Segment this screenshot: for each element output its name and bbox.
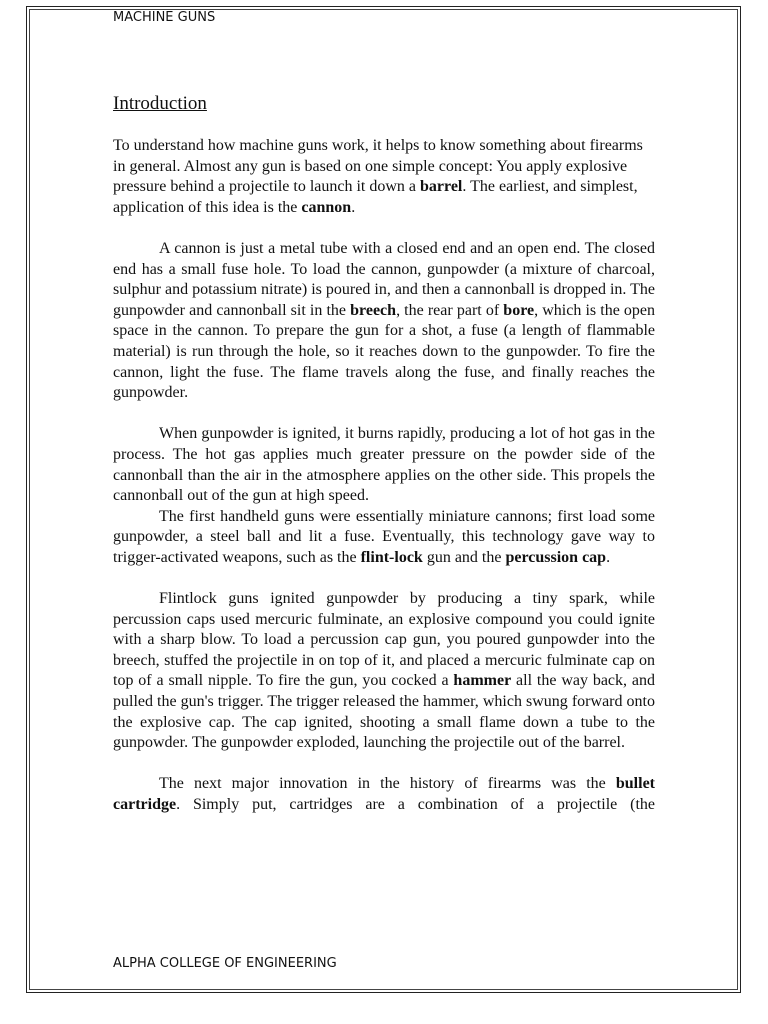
text-run: The first handheld guns were essentially miniature cannons; first load some gunpowder, a steel ball and lit a fuse. Eventually, this technology gave way to trigger-activated weapons, such as the bbox=[113, 507, 655, 566]
text-run: To understand how machine guns work, it helps to know something about firearms in general. Almost any gun is based on one simple concept: You apply explosive pressure behind a projectile to launch it down a bbox=[113, 137, 643, 196]
page-header: MACHINE GUNS bbox=[113, 10, 216, 25]
text-run: A cannon is just a metal tube with a closed end and an open end. The closed end has a small fuse hole. To load the cannon, gunpowder (a mixture of charcoal, sulphur and potassium nitrate) is poured in, and then a cannonball is dropped in. The gunpowder and cannonball sit in the bbox=[113, 239, 655, 319]
paragraph-spacer bbox=[113, 568, 655, 589]
section-heading: Introduction bbox=[113, 93, 207, 114]
page-footer: ALPHA COLLEGE OF ENGINEERING bbox=[113, 956, 337, 971]
bold-term: bore bbox=[503, 301, 535, 319]
bold-term: barrel bbox=[420, 178, 463, 196]
paragraph-spacer bbox=[113, 404, 655, 425]
paragraph bbox=[113, 507, 655, 569]
text-run: gun and the bbox=[422, 548, 506, 566]
paragraph bbox=[113, 774, 655, 815]
document-body bbox=[113, 92, 655, 816]
paragraph bbox=[113, 136, 655, 218]
bold-term: flint-lock bbox=[360, 548, 423, 566]
paragraph-spacer bbox=[113, 218, 655, 239]
bold-term: breech bbox=[350, 301, 397, 319]
paragraph bbox=[113, 424, 655, 506]
text-run: all the way back, and pulled the gun's trigger. The trigger released the hammer, which swung forward onto the explosive cap. The cap ignited, shooting a small flame down a tube to the gunpowder. The gunpowder exploded, launching the projectile out of the barrel. bbox=[113, 672, 656, 752]
text-run: . Simply put, cartridges are a combination of a projectile (the bbox=[176, 796, 655, 813]
paragraph bbox=[113, 239, 655, 404]
text-run: , which is the open space in the cannon. To prepare the gun for a shot, a fuse (a length of flammable material) is run through the hole, so it reaches down to the gunpowder. To fire the cannon, light the fuse. The flame travels along the fuse, and finally reaches the gunpowder. bbox=[113, 301, 656, 402]
bold-term: bullet cartridge bbox=[113, 775, 655, 813]
paragraph bbox=[113, 589, 655, 754]
bold-term: cannon bbox=[301, 198, 352, 216]
bold-term: hammer bbox=[453, 672, 512, 690]
text-run: The next major innovation in the history of firearms was the bbox=[159, 775, 616, 793]
text-run: , the rear part of bbox=[396, 301, 504, 319]
text-run: When gunpowder is ignited, it burns rapidly, producing a lot of hot gas in the process. The hot gas applies much greater pressure on the powder side of the cannonball than the air in the atmosphere applies on the other side. This propels the cannonball out of the gun at high speed. bbox=[113, 425, 655, 505]
text-run: . bbox=[351, 198, 356, 216]
paragraph-spacer bbox=[113, 754, 655, 775]
text-run: . bbox=[606, 548, 611, 566]
bold-term: percussion cap bbox=[505, 548, 607, 566]
text-run: . The earliest, and simplest, application of this idea is the bbox=[113, 178, 638, 216]
text-run: Flintlock guns ignited gunpowder by producing a tiny spark, while percussion caps used mercuric fulminate, an explosive compound you could ignite with a sharp blow. To load a percussion cap gun, you poured gunpowder into the breech, stuffed the projectile in on top of it, and placed a mercuric fulminate cap on top of a small nipple. To fire the gun, you cocked a bbox=[113, 590, 655, 690]
